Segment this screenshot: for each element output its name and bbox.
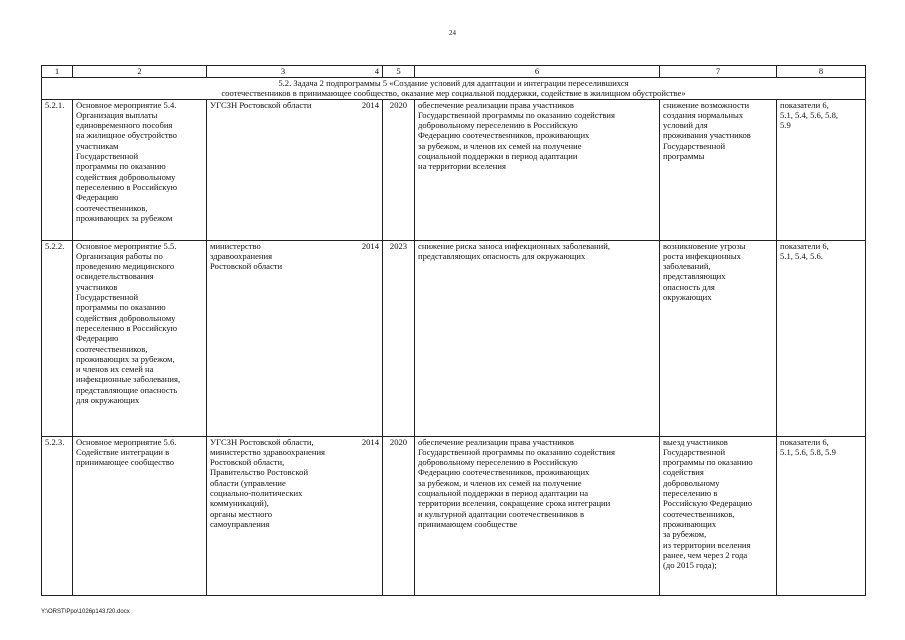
text-line: за рубежом, и членов их семей на получение [418,477,582,488]
text-line: принимающее сообщество [76,457,174,468]
text-line: содействия добровольному [76,312,176,323]
text-line: Основное мероприятие 5.5. [76,240,177,251]
text-line: представляющих опасность для окружающих [418,250,586,261]
text-line: участников [76,281,118,292]
measure-name [73,99,207,240]
text-line: 5.1, 5.6, 5.8, 5.9 [780,446,836,457]
text-line: участникам [76,140,119,151]
text-line: министерство здравоохранения [210,446,326,457]
row-number: 5.2.1. [42,99,73,240]
text-line: условий для [663,120,708,131]
text-line: возникновение угрозы [663,240,746,251]
text-line: Государственной программы по оказанию содействия [418,446,615,457]
measure-name [73,436,207,595]
text-line: проживающих за рубежом, [76,353,175,364]
text-line: программы по оказанию [76,302,166,313]
text-line: роста инфекционных [663,250,741,261]
text-line: переселению в [663,488,718,499]
text-line: и членов их семей на [76,364,154,375]
text-line: Ростовской области [210,261,283,272]
text-line: выезд участников [663,436,728,447]
footer-file-path: Y:\ORST\Ppo\1026p143.f20.docx [41,609,130,615]
text-line: переселению в Российскую [76,322,178,333]
text-line: социальной поддержки в период адаптации [418,151,578,162]
executor-cell [207,436,383,595]
executor [210,241,282,272]
text-line: проживания участников [663,130,751,141]
executor-cell [207,240,383,436]
text-line: программы по оказанию [76,161,166,172]
text-line: показатели 6, [780,99,829,110]
text-line: Организация выплаты [76,109,158,120]
text-line: содействия добровольному [76,171,176,182]
header-col-3: 3 [280,66,286,76]
indicators [777,436,866,595]
expected-result [415,436,660,595]
header-col-7: 7 [660,66,777,78]
text-line: окружающих [663,292,712,303]
text-line: проживающих за рубежом [76,212,173,223]
text-line: 5.9 [780,120,791,131]
text-line: добровольному переселению в Российскую [418,457,578,468]
executor [210,100,312,110]
end-year: 2020 [383,436,415,595]
consequences [660,99,777,240]
header-col-1: 1 [42,66,73,78]
text-line: области (управление [210,477,286,488]
section-row [42,78,866,100]
text-line: обеспечение реализации права участников [418,436,574,447]
text-line: программы [663,151,705,162]
measure-name [73,240,207,436]
text-line: Федерацию [76,192,119,203]
text-line: Государственной программы по оказанию содействия [418,109,615,120]
header-col-6: 6 [415,66,660,78]
text-line: Государственной [76,292,139,303]
text-line: социально-политических [210,488,303,499]
table-row [42,240,866,436]
text-line: из территории вселения [663,539,751,550]
header-col-2: 2 [73,66,207,78]
text-line: здравоохранения [210,250,273,261]
text-line: коммуникаций), [210,498,269,509]
header-col-3-4 [207,66,383,78]
executor [210,437,325,530]
text-line: опасность для [663,281,715,292]
text-line: для окружающих [76,395,140,406]
text-line: за рубежом, [663,529,707,540]
row-number: 5.2.3. [42,436,73,595]
text-line: Организация работы по [76,250,163,261]
text-line: принимающем сообществе [418,518,518,529]
text-line: Федерацию [76,333,119,344]
text-line: Государственной [663,140,726,151]
text-line: министерство [210,240,261,251]
text-line: программы по оказанию [663,457,753,468]
text-line: Государственной [76,151,139,162]
header-col-8: 8 [777,66,866,78]
indicators [777,99,866,240]
text-line: содействия [663,467,704,478]
consequences [660,240,777,436]
text-line: инфекционные заболевания, [76,374,181,385]
text-line: соотечественников, [663,508,735,519]
text-line: за рубежом, и членов их семей на получение [418,140,582,151]
text-line: переселению в Российскую [76,181,178,192]
text-line: на территории вселения [418,161,506,172]
text-line: Основное мероприятие 5.6. [76,436,177,447]
text-line: проведению медицинского [76,261,175,272]
executor-cell [207,99,383,240]
header-row [42,66,866,78]
header-col-5: 5 [383,66,415,78]
expected-result [415,240,660,436]
header-col-4: 4 [374,66,379,76]
text-line: УГСЗН Ростовской области [210,99,312,110]
text-line: и культурной адаптации соотечественников в [418,508,585,519]
text-line: Федерацию соотечественников, проживающих [418,130,590,141]
text-line: Основное мероприятие 5.4. [76,99,177,110]
table-row [42,436,866,595]
text-line: снижение возможности [663,99,750,110]
indicators [777,240,866,436]
section-title [42,78,866,100]
text-line: заболеваний, [663,261,711,272]
measures-table [41,65,866,596]
text-line: показатели 6, [780,240,829,251]
page-number: 24 [449,29,456,37]
text-line: органы местного [210,508,272,519]
text-line: 5.1, 5.4, 5.6, 5.8, [780,109,839,120]
text-line: единовременного пособия [76,120,173,131]
text-line: 5.1, 5.4, 5.6. [780,250,823,261]
text-line: Ростовской области, [210,457,285,468]
text-line: самоуправления [210,518,270,529]
text-line: УГСЗН Ростовской области, [210,436,314,447]
section-title-line-1: 5.2. Задача 2 подпрограммы 5 «Создание условий для адаптации и интеграции переселившихся [278,78,629,88]
expected-result [415,99,660,240]
text-line: представляющих [663,271,726,282]
text-line: снижение риска заноса инфекционных заболеваний, [418,240,610,251]
consequences [660,436,777,595]
text-line: Федерацию соотечественников, проживающих [418,467,590,478]
text-line: представляющие опасность [76,384,178,395]
text-line: соотечественников, [76,202,148,213]
text-line: ранее, чем через 2 года [663,549,748,560]
end-year: 2020 [383,99,415,240]
text-line: (до 2015 года); [663,560,717,571]
start-year: 2014 [361,99,379,110]
table-row [42,99,866,240]
text-line: проживающих [663,518,717,529]
text-line: показатели 6, [780,436,829,447]
text-line: Государственной [663,446,726,457]
text-line: социальной поддержки в период адаптации на [418,488,589,499]
text-line: освидетельствования [76,271,154,282]
row-number: 5.2.2. [42,240,73,436]
text-line: обеспечение реализации права участников [418,99,574,110]
text-line: Российскую Федерацию [663,498,753,509]
text-line: Содействие интеграции в [76,446,170,457]
text-line: Правительство Ростовской [210,467,309,478]
end-year: 2023 [383,240,415,436]
text-line: добровольному переселению в Российскую [418,120,578,131]
text-line: на жилищное обустройство [76,130,177,141]
section-title-line-2: соотечественников в принимающее сообщество, оказание мер социальной поддержки, содействие в жилищном обустройстве» [221,88,686,99]
text-line: соотечественников, [76,343,148,354]
text-line: добровольному [663,477,720,488]
text-line: территории вселения, сокращение срока интеграции [418,498,611,509]
start-year: 2014 [361,240,379,251]
text-line: создания нормальных [663,109,744,120]
start-year: 2014 [361,436,379,447]
